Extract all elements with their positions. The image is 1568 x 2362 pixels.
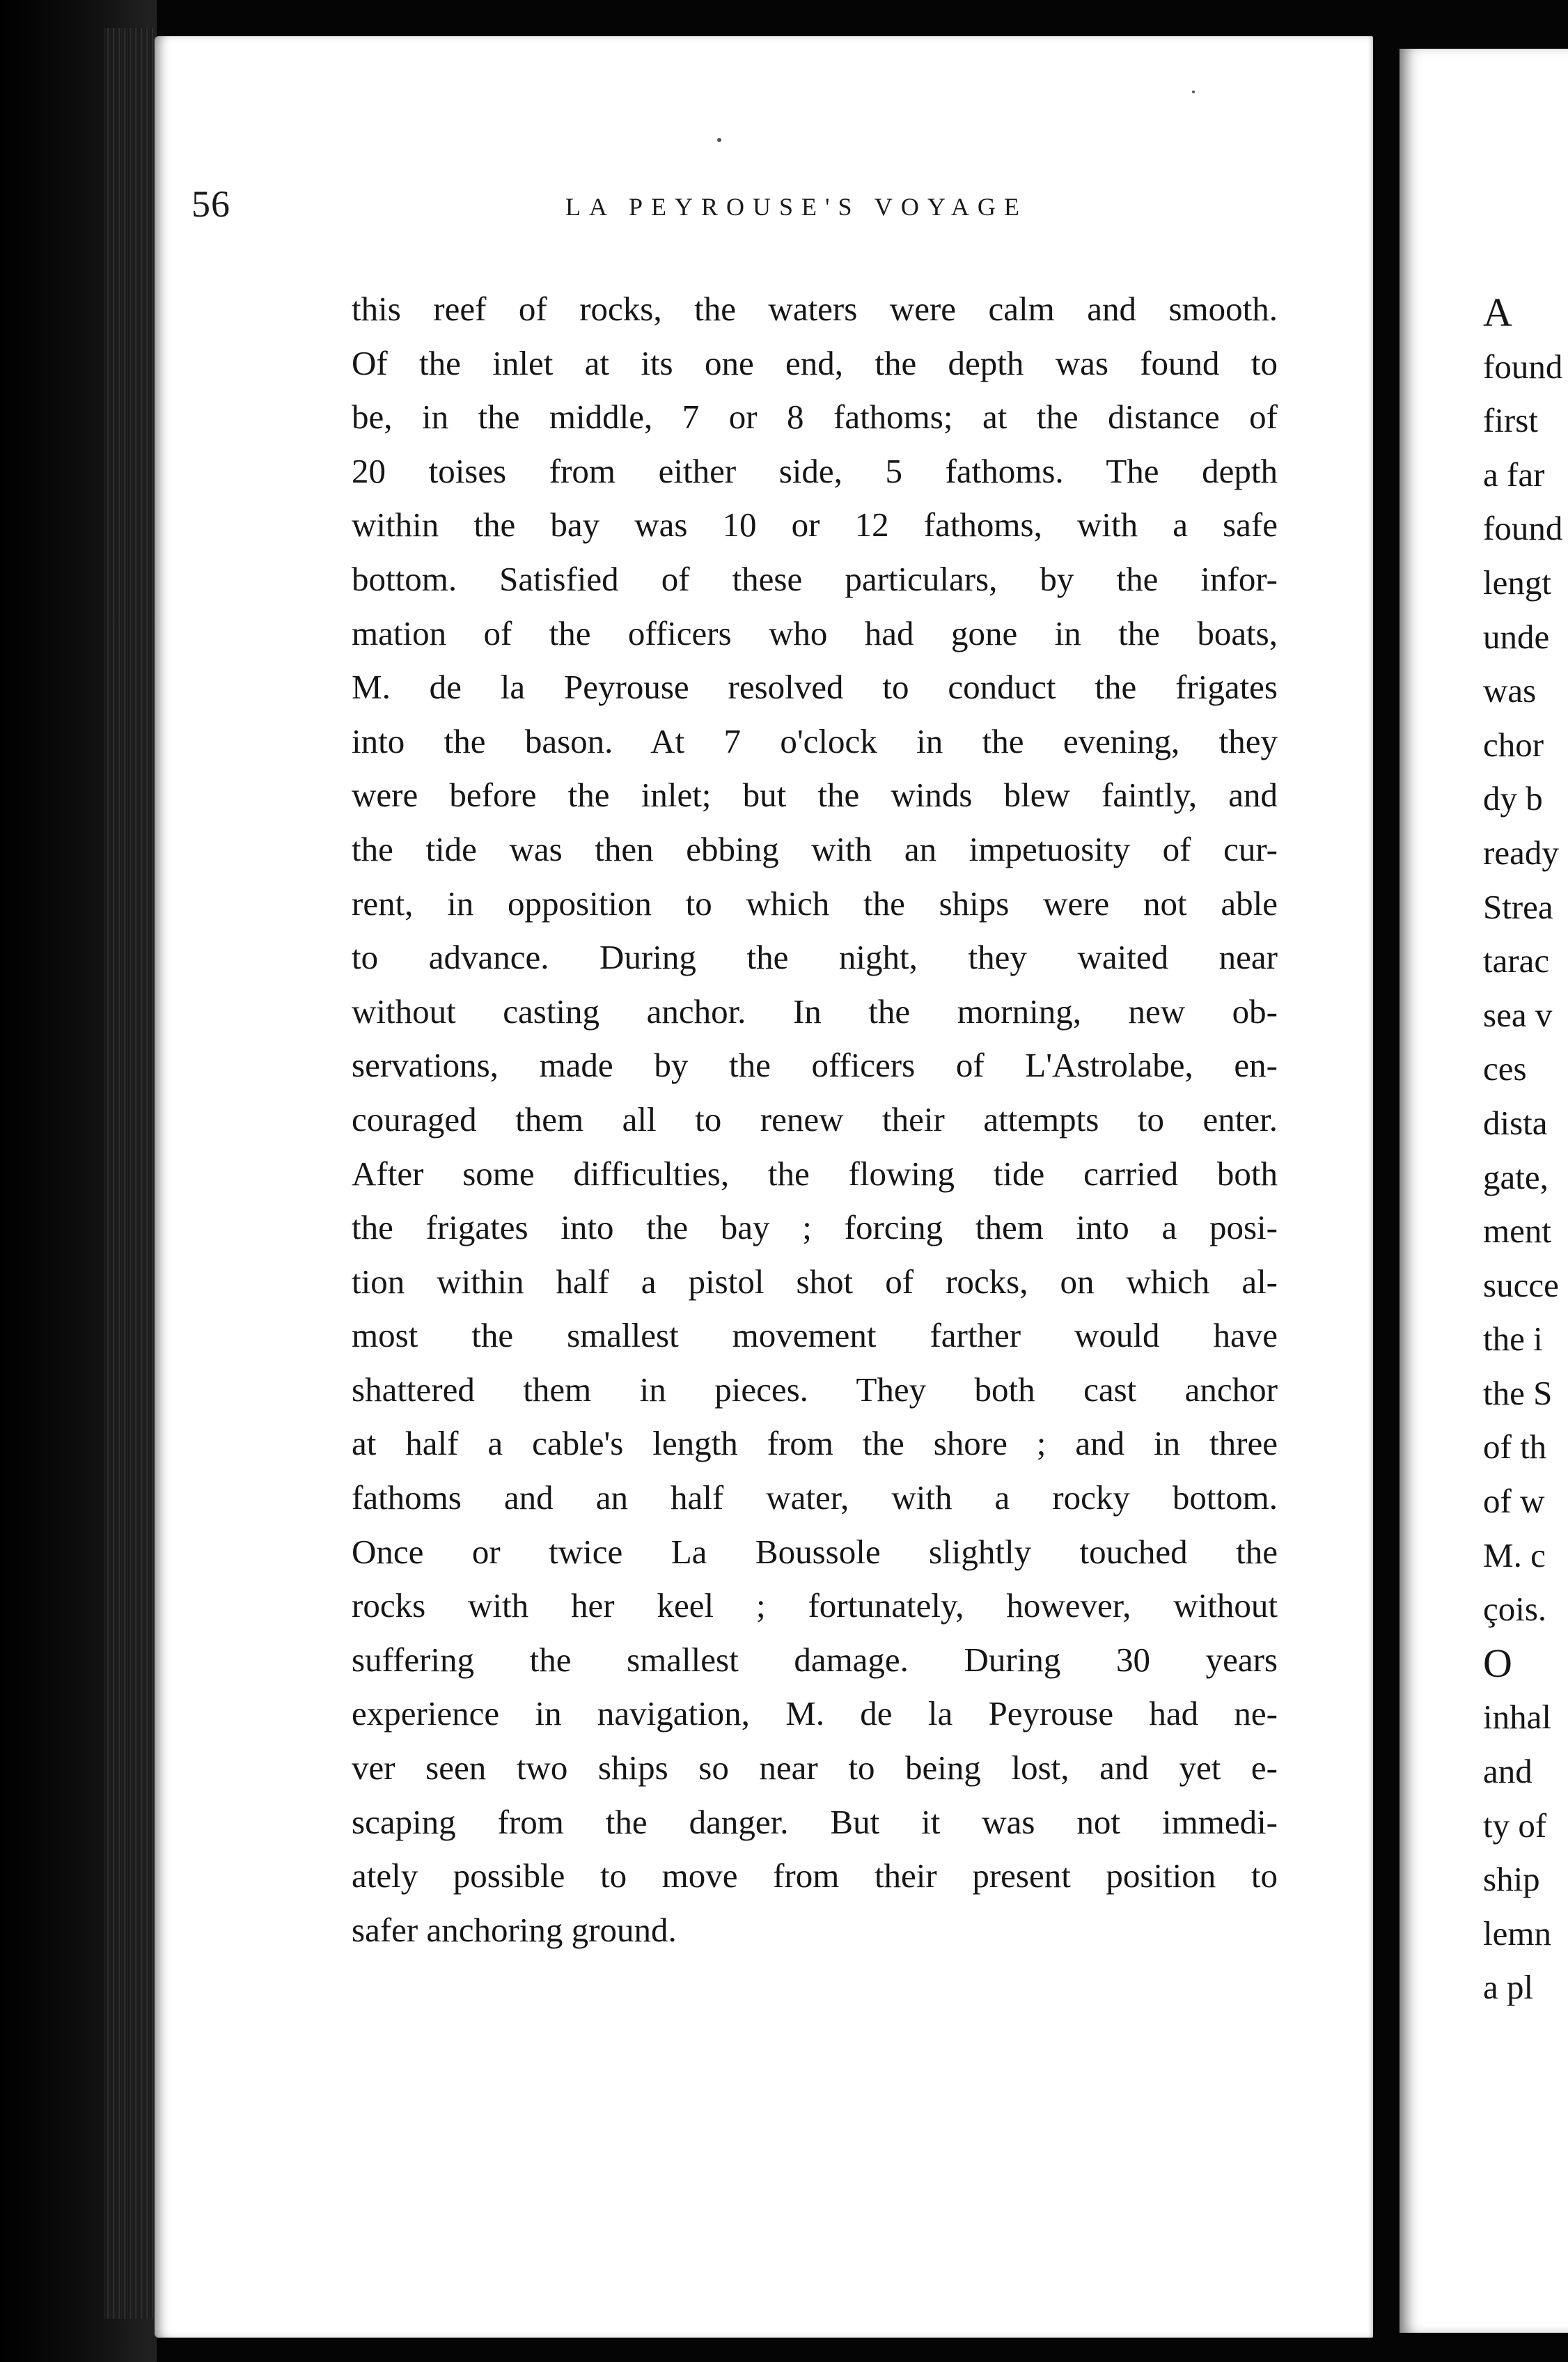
text-line: be, in the middle, 7 or 8 fathoms; at the distance of xyxy=(352,398,1278,437)
text-line: rent, in opposition to which the ships were not able xyxy=(352,884,1278,923)
facing-text-line: O xyxy=(1483,1640,1512,1686)
text-line: this reef of rocks, the waters were calm and smooth. xyxy=(352,290,1278,328)
paper-speck xyxy=(717,138,721,142)
facing-text-line: ment xyxy=(1483,1212,1551,1251)
facing-page-text xyxy=(1483,286,1568,2015)
facing-text-line: A xyxy=(1483,290,1512,335)
text-line: suffering the smallest damage. During 30 years xyxy=(352,1640,1278,1679)
text-line: into the bason. At 7 o'clock in the evening, they xyxy=(352,721,1278,760)
paper-speck xyxy=(1192,91,1195,93)
text-line: the tide was then ebbing with an impetuosity of cur- xyxy=(352,829,1278,868)
facing-text-line: of th xyxy=(1483,1428,1547,1467)
facing-text-line: dista xyxy=(1483,1103,1548,1142)
facing-text-line: a far xyxy=(1483,455,1545,494)
facing-text-line: unde xyxy=(1483,617,1550,656)
page-edges xyxy=(104,28,153,2319)
text-line: most the smallest movement farther would have xyxy=(352,1316,1278,1355)
facing-text-line: tarac xyxy=(1483,941,1550,980)
facing-text-line: M. c xyxy=(1483,1535,1546,1574)
facing-text-line: a pl xyxy=(1483,1968,1534,2007)
facing-text-line: found xyxy=(1483,509,1563,548)
text-line: mation of the officers who had gone in the boats, xyxy=(352,613,1278,652)
facing-text-line: and xyxy=(1483,1752,1532,1791)
text-line: safer anchoring ground. xyxy=(352,1910,677,1949)
facing-text-line: lemn xyxy=(1483,1914,1551,1953)
text-line: bottom. Satisfied of these particulars, by the infor- xyxy=(352,559,1278,598)
facing-text-line: inhal xyxy=(1483,1698,1551,1737)
facing-text-line: succe xyxy=(1483,1265,1559,1304)
text-line: without casting anchor. In the morning, new ob- xyxy=(352,992,1278,1031)
text-line: M. de la Peyrouse resolved to conduct the frigates xyxy=(352,668,1278,707)
facing-text-line: ship xyxy=(1483,1860,1540,1899)
text-line: experience in navigation, M. de la Peyrouse had ne- xyxy=(352,1694,1278,1733)
text-line: servations, made by the officers of L'Astrolabe, en- xyxy=(352,1046,1278,1085)
text-line: 20 toises from either side, 5 fathoms. The depth xyxy=(352,451,1278,490)
text-line: were before the inlet; but the winds blew faintly, and xyxy=(352,776,1278,815)
text-line: shattered them in pieces. They both cast anchor xyxy=(352,1370,1278,1409)
facing-text-line: gate, xyxy=(1483,1157,1549,1196)
facing-text-line: first xyxy=(1483,401,1538,440)
text-line: to advance. During the night, they waited near xyxy=(352,938,1278,977)
text-line: After some difficulties, the flowing tide carried both xyxy=(352,1154,1278,1193)
text-line: fathoms and an half water, with a rocky bottom. xyxy=(352,1478,1278,1517)
text-line: tion within half a pistol shot of rocks, on which al- xyxy=(352,1262,1278,1301)
facing-text-line: found xyxy=(1483,347,1563,386)
facing-text-line: dy b xyxy=(1483,779,1543,818)
text-line: within the bay was 10 or 12 fathoms, with a safe xyxy=(352,506,1278,545)
facing-text-line: sea v xyxy=(1483,995,1553,1034)
facing-text-line: of w xyxy=(1483,1482,1545,1521)
facing-text-line: the i xyxy=(1483,1320,1543,1359)
body-text xyxy=(352,282,1278,1957)
text-line: scaping from the danger. But it was not immedi- xyxy=(352,1802,1278,1841)
text-line: at half a cable's length from the shore ; and in three xyxy=(352,1424,1278,1463)
facing-text-line: Strea xyxy=(1483,887,1553,926)
running-title: LA PEYROUSE'S VOYAGE xyxy=(565,193,1028,221)
facing-text-line: ready xyxy=(1483,833,1559,872)
facing-text-line: çois. xyxy=(1483,1590,1547,1629)
facing-text-line: ty of xyxy=(1483,1806,1547,1845)
facing-text-line: was xyxy=(1483,671,1537,710)
text-line: the frigates into the bay ; forcing them into a posi- xyxy=(352,1208,1278,1247)
text-line: Of the inlet at its one end, the depth was found to xyxy=(352,343,1278,382)
text-line: ver seen two ships so near to being lost, and yet e- xyxy=(352,1749,1278,1788)
text-line: Once or twice La Boussole slightly touched the xyxy=(352,1532,1278,1571)
facing-text-line: chor xyxy=(1483,725,1544,764)
running-head xyxy=(0,182,1568,245)
facing-text-line: ces xyxy=(1483,1049,1527,1088)
text-line: ately possible to move from their present position to xyxy=(352,1856,1278,1895)
text-line: couraged them all to renew their attempts to enter. xyxy=(352,1100,1278,1139)
page-number: 56 xyxy=(191,183,230,225)
facing-text-line: lengt xyxy=(1483,563,1551,602)
facing-text-line: the S xyxy=(1483,1373,1553,1412)
text-line: rocks with her keel ; fortunately, however, without xyxy=(352,1586,1278,1625)
